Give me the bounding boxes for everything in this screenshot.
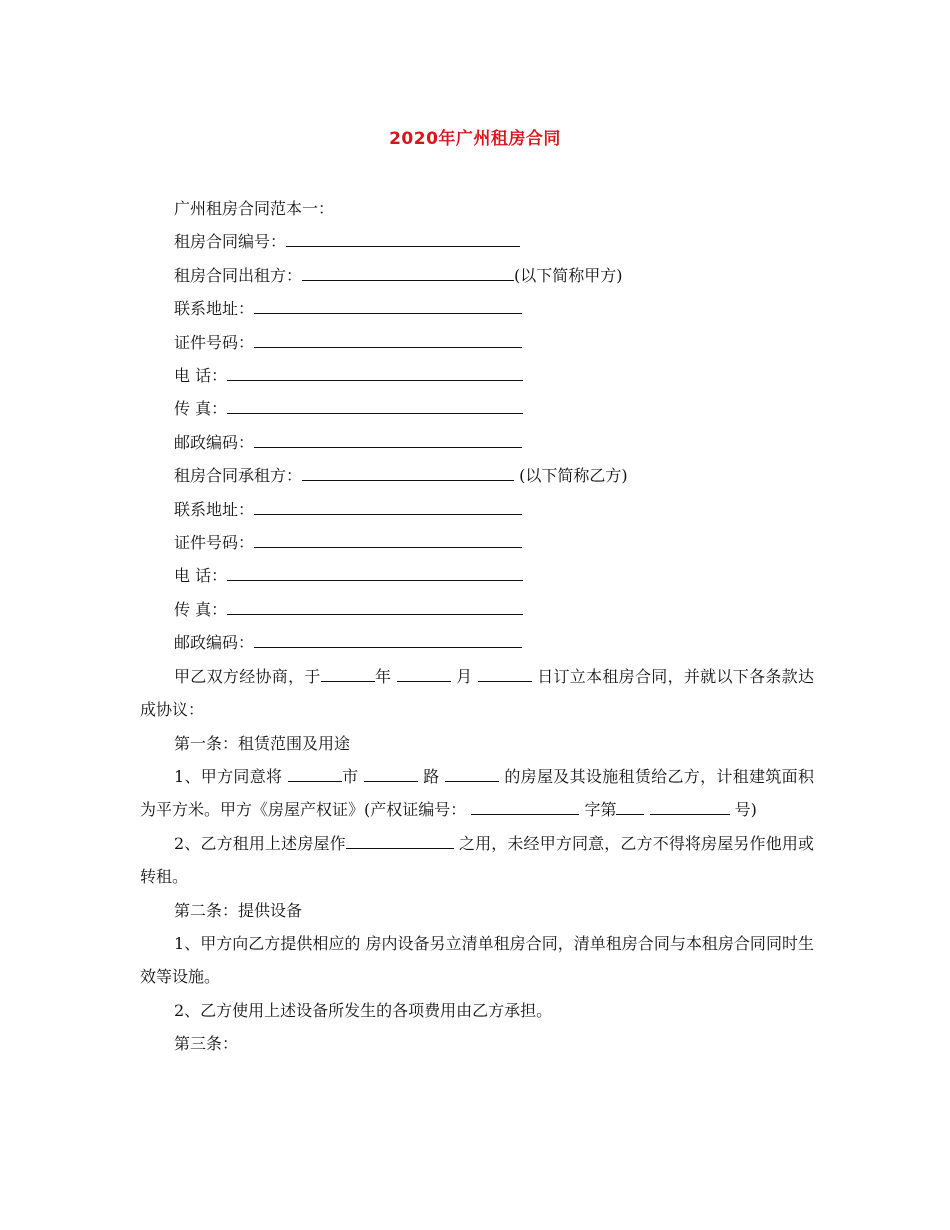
lessee-phone-line: 电 话： [140, 559, 814, 592]
day-blank [478, 663, 532, 682]
road-blank [364, 763, 418, 782]
document-title: 2020年广州租房合同 [389, 129, 561, 149]
lessor-id-blank [254, 329, 522, 348]
lessor-postcode-line: 邮政编码： [140, 426, 814, 459]
article2-clause2: 2、乙方使用上述设备所发生的各项费用由乙方承担。 [174, 1000, 553, 1020]
certificate-sub-blank-b [650, 796, 730, 815]
lessee-id-blank [254, 529, 522, 548]
certificate-sub-blank-a [616, 796, 644, 815]
lessor-fax-blank [227, 395, 523, 414]
article1-clause2: 2、乙方租用上述房屋作 之用，未经甲方同意，乙方不得将房屋另作他用或转租。 [140, 827, 814, 894]
lessee-fax-line: 传 真： [140, 593, 814, 626]
lessee-line: 租房合同承租方： (以下简称乙方) [140, 459, 814, 492]
certificate-no-blank [471, 796, 579, 815]
lessee-postcode-blank [254, 629, 522, 648]
lessor-postcode-blank [254, 429, 522, 448]
article3-heading: 第三条： [174, 1034, 239, 1054]
number-blank [445, 763, 499, 782]
article1-clause1: 1、甲方同意将 市 路 的房屋及其设施租赁给乙方，计租建筑面积为平方米。甲方《房屋产权证》(产权证编号： 字第 号) [140, 760, 814, 827]
city-blank [288, 763, 342, 782]
lessee-id-line: 证件号码： [140, 526, 814, 559]
lessee-phone-blank [227, 562, 523, 581]
lessor-address-line: 联系地址： [140, 292, 814, 325]
year-blank [321, 663, 375, 682]
contract-no-line: 租房合同编号： [140, 225, 814, 258]
article1-heading: 第一条：租赁范围及用途 [174, 733, 351, 753]
intro-line: 广州租房合同范本一： [174, 199, 335, 218]
lessor-phone-blank [227, 362, 523, 381]
lessee-address-line: 联系地址： [140, 493, 814, 526]
lessee-blank [302, 462, 514, 481]
lessor-address-blank [254, 295, 522, 314]
lessor-fax-line: 传 真： [140, 392, 814, 425]
month-blank [397, 663, 451, 682]
lessee-postcode-line: 邮政编码： [140, 626, 814, 659]
agreement-paragraph: 甲乙双方经协商，于 年 月 日订立本租房合同，并就以下各条款达成协议： [140, 660, 814, 727]
article2-clause1: 1、甲方向乙方提供相应的 房内设备另立清单租房合同，清单租房合同与本租房合同同时生效等设施。 [140, 933, 814, 987]
lessee-fax-blank [227, 596, 523, 615]
lessor-phone-line: 电 话： [140, 359, 814, 392]
lessor-line: 租房合同出租方： (以下简称甲方) [140, 259, 814, 292]
lessor-blank [302, 262, 514, 281]
contract-no-blank [286, 228, 520, 247]
lessee-address-blank [254, 496, 522, 515]
contract-body [140, 192, 814, 1061]
lessor-id-line: 证件号码： [140, 326, 814, 359]
usage-blank [346, 830, 454, 849]
article2-heading: 第二条：提供设备 [174, 900, 303, 920]
